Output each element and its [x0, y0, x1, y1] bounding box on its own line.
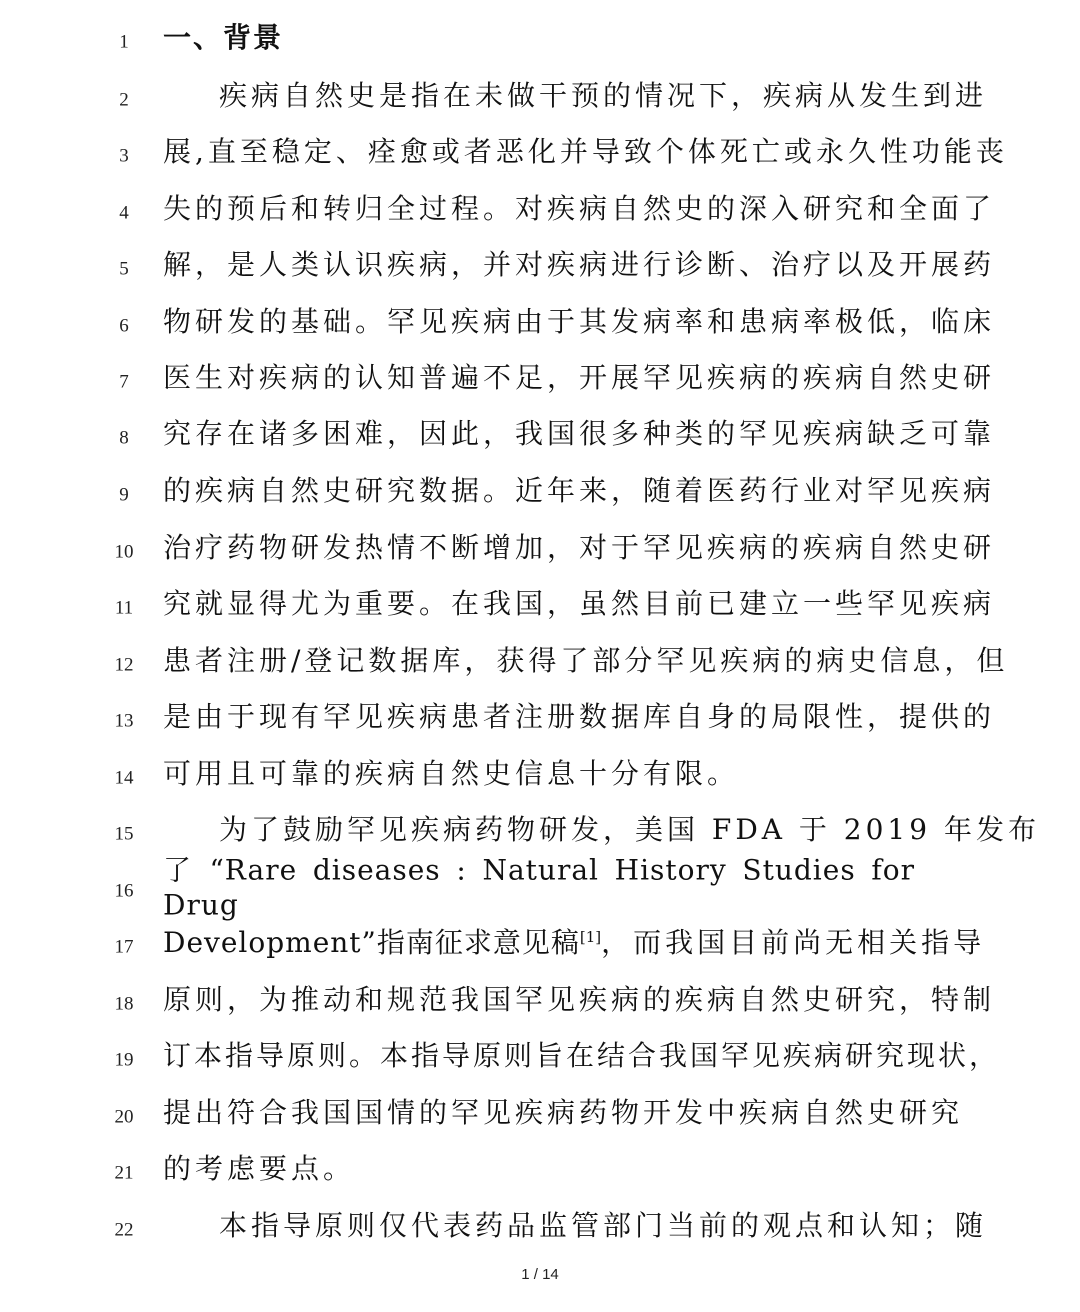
paragraph-line: 原则，为推动和规范我国罕见疾病的疾病自然史研究，特制	[163, 983, 996, 1016]
paragraph-line: 物研发的基础。罕见疾病由于其发病率和患病率极低，临床	[163, 305, 996, 338]
text-line	[0, 1026, 1080, 1082]
line-number: 3	[119, 145, 129, 167]
line-number: 5	[119, 258, 129, 280]
text-line	[0, 348, 1080, 404]
paragraph-line: 医生对疾病的认知普遍不足，开展罕见疾病的疾病自然史研	[163, 361, 996, 394]
paragraph-line: 的考虑要点。	[163, 1152, 356, 1185]
line-number: 13	[114, 710, 134, 732]
line-number: 4	[119, 202, 129, 224]
paragraph-line: 可用且可靠的疾病自然史信息十分有限。	[163, 757, 740, 790]
paragraph-line: 疾病自然史是指在未做干预的情况下，疾病从发生到进	[219, 79, 988, 112]
paragraph-line: 的疾病自然史研究数据。近年来，随着医药行业对罕见疾病	[163, 474, 996, 507]
paragraph-line	[163, 921, 986, 961]
line-number: 10	[114, 541, 134, 563]
citation-reference[interactable]: [1]	[579, 928, 602, 946]
line-number: 18	[114, 993, 134, 1015]
text-line	[0, 1196, 1080, 1252]
line-number: 22	[114, 1219, 134, 1241]
paragraph-line: 本指导原则仅代表药品监管部门当前的观点和认知；随	[219, 1209, 988, 1242]
line-number: 6	[119, 315, 129, 337]
line-number: 8	[119, 427, 129, 449]
text-line	[0, 518, 1080, 574]
text-line	[0, 461, 1080, 517]
section-heading: 一、背景	[163, 21, 284, 54]
paragraph-line-part: ，而我国目前尚无相关指导	[601, 926, 986, 959]
paragraph-line: 提出符合我国国情的罕见疾病药物开发中疾病自然史研究	[163, 1096, 964, 1129]
paragraph-line: 解，是人类认识疾病，并对疾病进行诊断、治疗以及开展药	[163, 248, 996, 281]
line-number: 7	[119, 371, 129, 393]
page-indicator: 1 / 14	[521, 1266, 559, 1283]
text-line	[0, 853, 1080, 922]
paragraph-line: 究就显得尤为重要。在我国，虽然目前已建立一些罕见疾病	[163, 587, 996, 620]
line-number: 20	[114, 1106, 134, 1128]
paragraph-line: 了 “Rare diseases : Natural History Studies for Drug	[163, 853, 915, 922]
line-number: 11	[114, 597, 134, 619]
text-line	[0, 66, 1080, 122]
paragraph-line: 患者注册/登记数据库，获得了部分罕见疾病的病史信息，但	[163, 644, 1009, 677]
paragraph-line: 治疗药物研发热情不断增加，对于罕见疾病的疾病自然史研	[163, 531, 996, 564]
text-line	[0, 744, 1080, 800]
line-number: 1	[119, 31, 129, 53]
text-line	[0, 235, 1080, 291]
line-number: 2	[119, 89, 129, 111]
line-number: 9	[119, 484, 129, 506]
paragraph-line: 订本指导原则。本指导原则旨在结合我国罕见疾病研究现状，	[163, 1039, 1001, 1072]
text-line	[0, 292, 1080, 348]
text-line	[0, 1139, 1080, 1195]
text-line	[0, 970, 1080, 1026]
paragraph-line: 失的预后和转归全过程。对疾病自然史的深入研究和全面了	[163, 192, 996, 225]
text-line	[0, 631, 1080, 687]
paragraph-line: 为了鼓励罕见疾病药物研发，美国 FDA 于 2019 年发布	[219, 813, 1040, 846]
text-line	[0, 574, 1080, 630]
text-line	[0, 404, 1080, 460]
line-number: 16	[114, 880, 134, 902]
line-number: 19	[114, 1049, 134, 1071]
text-line	[0, 122, 1080, 178]
text-line	[0, 8, 1080, 64]
text-line	[0, 913, 1080, 969]
line-number: 14	[114, 767, 134, 789]
paragraph-line: 是由于现有罕见疾病患者注册数据库自身的局限性，提供的	[163, 700, 996, 733]
line-number: 17	[114, 936, 134, 958]
paragraph-line: 究存在诸多困难，因此，我国很多种类的罕见疾病缺乏可靠	[163, 417, 996, 450]
paragraph-line: 展,直至稳定、痊愈或者恶化并导致个体死亡或永久性功能丧	[163, 135, 1008, 168]
paragraph-line-part: Development”指南征求意见稿	[163, 926, 580, 959]
text-line	[0, 179, 1080, 235]
text-line	[0, 687, 1080, 743]
line-number: 12	[114, 654, 134, 676]
text-line	[0, 1083, 1080, 1139]
line-number: 21	[114, 1162, 134, 1184]
line-number: 15	[114, 823, 134, 845]
